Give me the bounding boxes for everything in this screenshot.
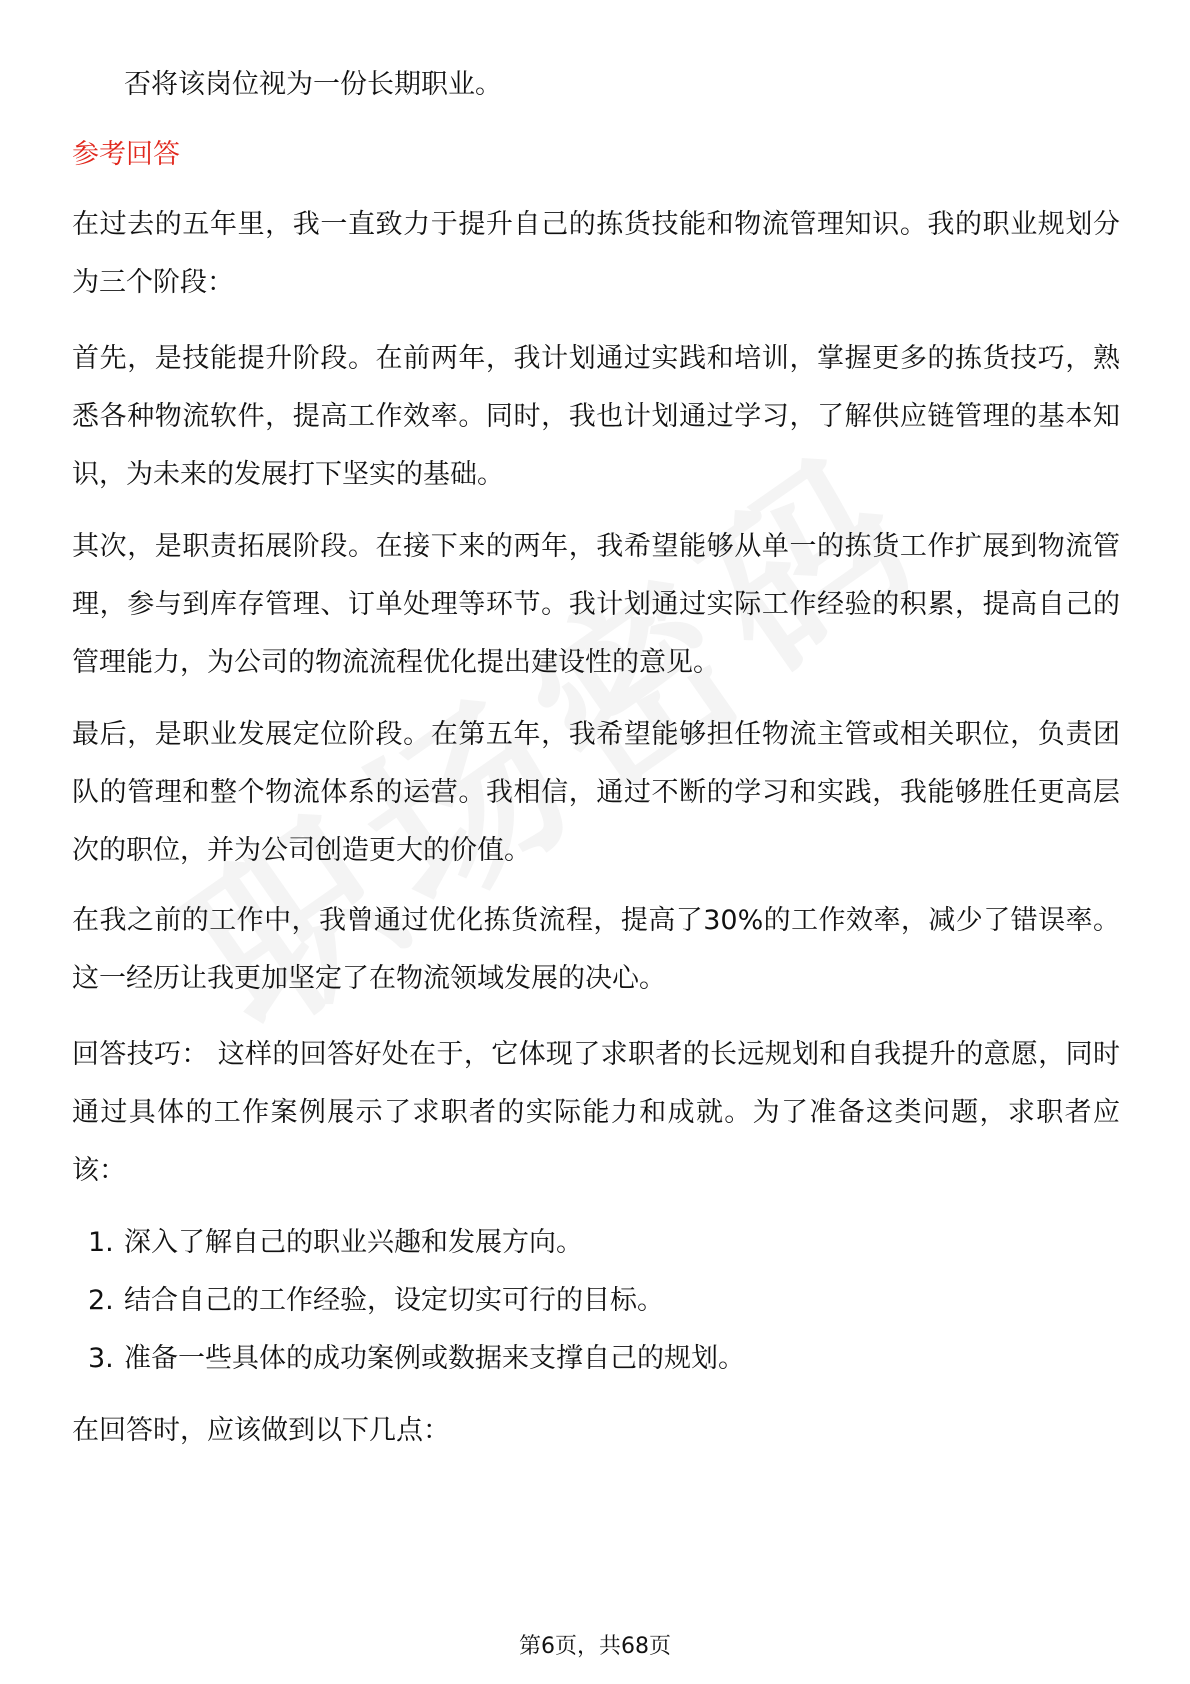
advice-list — [72, 1214, 1120, 1388]
stage3-paragraph: 最后，是职业发展定位阶段。在第五年，我希望能够担任物流主管或相关职位，负责团队的管理和整个物流体系的运营。我相信，通过不断的学习和实践，我能够胜任更高层次的职位，并为公司创造更大的价值。 — [72, 719, 1120, 866]
section-heading: 参考回答 — [72, 139, 180, 170]
list-item-number: 1. — [88, 1227, 114, 1258]
page-number-footer: 第6页，共68页 — [519, 1634, 671, 1659]
list-item — [72, 1272, 1120, 1330]
experience-paragraph: 在我之前的工作中，我曾通过优化拣货流程，提高了30%的工作效率，减少了错误率。这一经历让我更加坚定了在物流领域发展的决心。 — [72, 905, 1120, 994]
list-item — [72, 1330, 1120, 1388]
continuation-paragraph: 否将该岗位视为一份长期职业。 — [124, 69, 502, 100]
list-item-number: 2. — [88, 1285, 114, 1316]
list-item — [72, 1214, 1120, 1272]
list-item-number: 3. — [88, 1343, 114, 1374]
list-item-text: 深入了解自己的职业兴趣和发展方向。 — [124, 1227, 583, 1258]
list-item-text: 准备一些具体的成功案例或数据来支撑自己的规划。 — [124, 1343, 745, 1374]
stage1-paragraph: 首先，是技能提升阶段。在前两年，我计划通过实践和培训，掌握更多的拣货技巧，熟悉各种物流软件，提高工作效率。同时，我也计划通过学习，了解供应链管理的基本知识，为未来的发展打下坚实的基础。 — [72, 343, 1120, 490]
intro-paragraph: 在过去的五年里，我一直致力于提升自己的拣货技能和物流管理知识。我的职业规划分为三个阶段： — [72, 209, 1120, 298]
list-item-text: 结合自己的工作经验，设定切实可行的目标。 — [124, 1285, 664, 1316]
stage2-paragraph: 其次，是职责拓展阶段。在接下来的两年，我希望能够从单一的拣货工作扩展到物流管理，参与到库存管理、订单处理等环节。我计划通过实际工作经验的积累，提高自己的管理能力，为公司的物流流程优化提出建设性的意见。 — [72, 531, 1120, 678]
closing-paragraph: 在回答时，应该做到以下几点： — [72, 1415, 450, 1446]
tips-paragraph: 回答技巧： 这样的回答好处在于，它体现了求职者的长远规划和自我提升的意愿，同时通过具体的工作案例展示了求职者的实际能力和成就。为了准备这类问题，求职者应该： — [72, 1039, 1120, 1186]
